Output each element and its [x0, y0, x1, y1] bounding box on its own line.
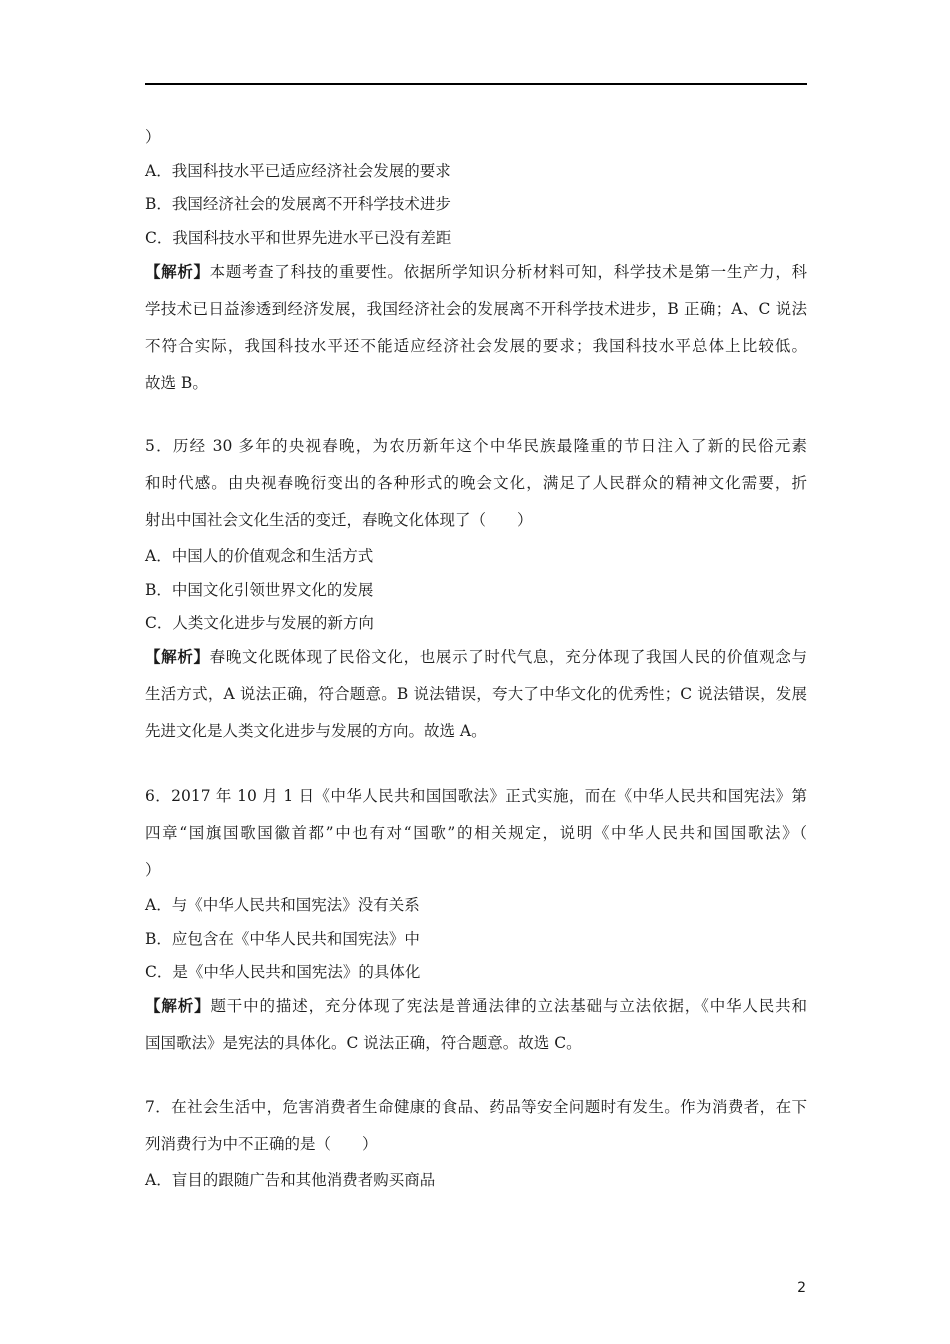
q6-option-c: C．是《中华人民共和国宪法》的具体化: [145, 963, 421, 981]
q6-stem-line-2: 四章“国旗国歌国徽首都”中也有对“国歌”的相关规定，说明《中华人民共和国国歌法》（: [145, 824, 807, 842]
q5-option-a: A．中国人的价值观念和生活方式: [145, 547, 374, 565]
q4-option-b: B．我国经济社会的发展离不开科学技术进步: [145, 195, 451, 213]
q5-option-b: B．中国文化引领世界文化的发展: [145, 581, 374, 599]
analysis-tag: 【解析】: [145, 647, 210, 666]
q6-option-b: B．应包含在《中华人民共和国宪法》中: [145, 930, 420, 948]
q7-stem-line-2: 列消费行为中不正确的是（ ）: [145, 1135, 378, 1153]
q4-analysis-line-4: 故选 B。: [145, 374, 208, 392]
q4-analysis-line-3: 不符合实际，我国科技水平还不能适应经济社会发展的要求；我国科技水平总体上比较低。: [145, 337, 807, 355]
q5-stem-line-1: 5．历经 30 多年的央视春晚，为农历新年这个中华民族最隆重的节日注入了新的民俗元素: [145, 437, 807, 455]
analysis-tag: 【解析】: [145, 262, 210, 281]
q5-stem-line-2: 和时代感。由央视春晚衍变出的各种形式的晚会文化，满足了人民群众的精神文化需要，折: [145, 474, 807, 492]
q4-analysis-line-1: 【解析】本题考查了科技的重要性。依据所学知识分析材料可知，科学技术是第一生产力，科: [145, 262, 807, 281]
q5-stem-line-3: 射出中国社会文化生活的变迁，春晚文化体现了（ ）: [145, 511, 533, 529]
q5-analysis-line-1: 【解析】春晚文化既体现了民俗文化，也展示了时代气息，充分体现了我国人民的价值观念与: [145, 647, 807, 666]
q5-analysis-line-3: 先进文化是人类文化进步与发展的方向。故选 A。: [145, 722, 487, 740]
q5-analysis-line-2: 生活方式，A 说法正确，符合题意。B 说法错误，夸大了中华文化的优秀性；C 说法错误，发展: [145, 685, 807, 703]
q6-stem-line-1: 6．2017 年 10 月 1 日《中华人民共和国国歌法》正式实施，而在《中华人民共和国宪法》第: [145, 787, 807, 805]
page-number: 2: [797, 1280, 806, 1296]
q4-option-c: C．我国科技水平和世界先进水平已没有差距: [145, 229, 452, 247]
q6-stem-line-3: ）: [145, 861, 161, 879]
q6-analysis-line-2: 国国歌法》是宪法的具体化。C 说法正确，符合题意。故选 C。: [145, 1034, 582, 1052]
q7-option-a: A．盲目的跟随广告和其他消费者购买商品: [145, 1171, 436, 1189]
q7-stem-line-1: 7．在社会生活中，危害消费者生命健康的食品、药品等安全问题时有发生。作为消费者，在下: [145, 1098, 807, 1116]
header-rule: [145, 83, 807, 85]
analysis-tag: 【解析】: [145, 996, 211, 1015]
q4-paren: ）: [145, 128, 161, 146]
q6-analysis-line-1: 【解析】题干中的描述，充分体现了宪法是普通法律的立法基础与立法依据，《中华人民共和: [145, 996, 807, 1015]
q6-option-a: A．与《中华人民共和国宪法》没有关系: [145, 896, 420, 914]
q5-option-c: C．人类文化进步与发展的新方向: [145, 614, 374, 632]
q4-analysis-line-2: 学技术已日益渗透到经济发展，我国经济社会的发展离不开科学技术进步，B 正确；A、C 说法: [145, 300, 807, 318]
q4-option-a: A．我国科技水平已适应经济社会发展的要求: [145, 162, 451, 180]
